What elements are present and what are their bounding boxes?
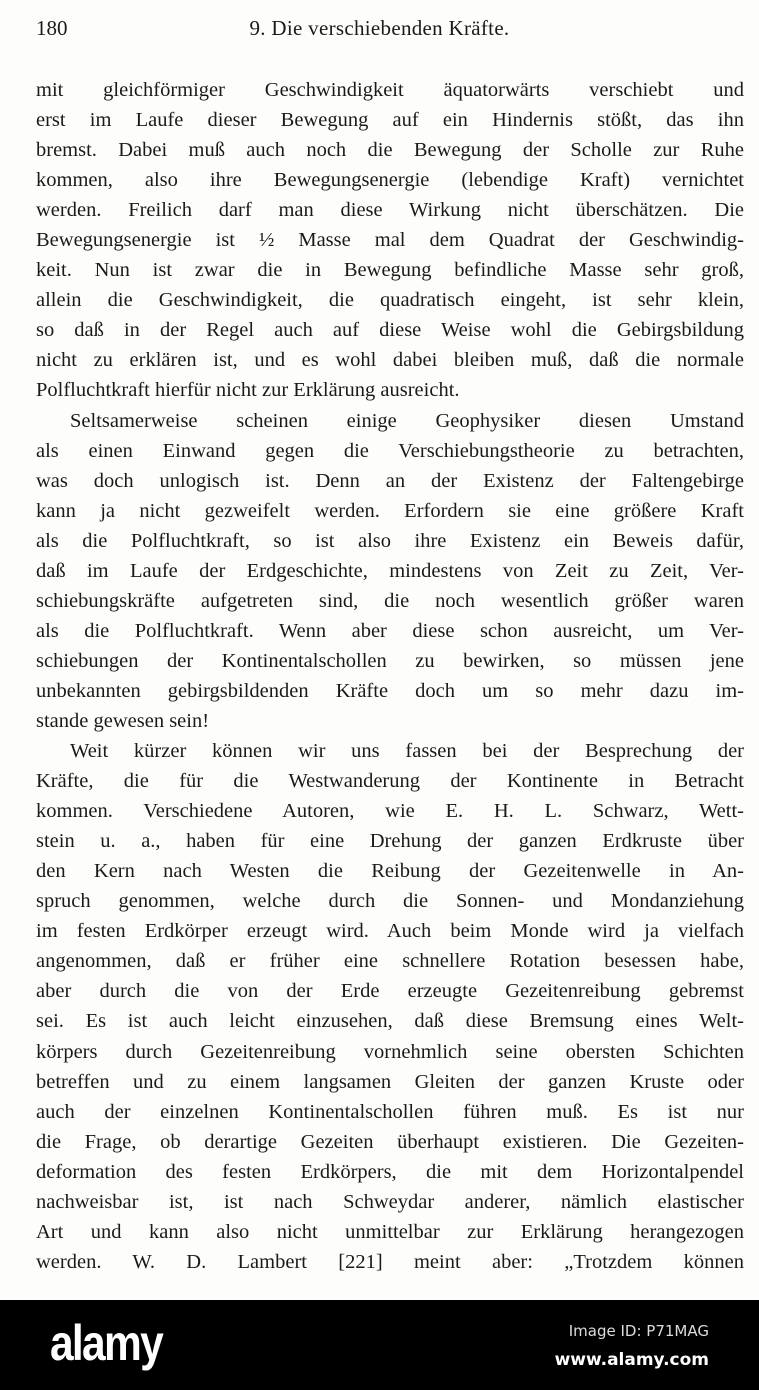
text-line: aber durch die von der Erde erzeugte Gezeitenreibung gebremst [36, 980, 744, 1003]
text-line: kommen, also ihre Bewegungsenergie (lebendige Kraft) vernichtet [36, 169, 744, 192]
text-line: allein die Geschwindigkeit, die quadratisch eingeht, ist sehr klein, [36, 289, 744, 312]
body-text [36, 75, 744, 1277]
text-line: Weit kürzer können wir uns fassen bei der Besprechung der [70, 740, 744, 763]
text-line: als einen Einwand gegen die Verschiebungstheorie zu betrachten, [36, 439, 744, 462]
text-line: was doch unlogisch ist. Denn an der Existenz der Faltengebirge [36, 469, 744, 492]
text-line: angenommen, daß er früher eine schnellere Rotation besessen habe, [36, 950, 744, 973]
text-line: auch der einzelnen Kontinentalschollen führen muß. Es ist nur [36, 1100, 744, 1123]
text-line: Art und kann also nicht unmittelbar zur Erklärung herangezogen [36, 1220, 744, 1243]
image-id-label: Image ID: P71MAG [568, 1322, 709, 1340]
text-line: Bewegungsenergie ist ½ Masse mal dem Quadrat der Geschwindig- [36, 229, 744, 252]
text-line: daß im Laufe der Erdgeschichte, mindestens von Zeit zu Zeit, Ver- [36, 559, 744, 582]
text-line: spruch genommen, welche durch die Sonnen- und Mondanziehung [36, 890, 744, 913]
running-header-title: 9. Die verschiebenden Kräfte. [249, 16, 510, 40]
page-number: 180 [36, 16, 68, 40]
text-line: sei. Es ist auch leicht einzusehen, daß diese Bremsung eines Welt- [36, 1010, 744, 1033]
text-line: die Frage, ob derartige Gezeiten überhaupt existieren. Die Gezeiten- [36, 1130, 744, 1153]
text-line: Seltsamerweise scheinen einige Geophysiker diesen Umstand [70, 409, 744, 432]
text-line: stein u. a., haben für eine Drehung der ganzen Erdkruste über [36, 830, 744, 853]
text-line: stande gewesen sein! [36, 709, 210, 732]
text-line: im festen Erdkörper erzeugt wird. Auch beim Monde wird ja vielfach [36, 920, 744, 943]
text-line: deformation des festen Erdkörpers, die mit dem Horizontalpendel [36, 1160, 744, 1183]
text-line: als die Polfluchtkraft. Wenn aber diese schon ausreicht, um Ver- [36, 619, 744, 642]
text-line: schiebungskräfte aufgetreten sind, die noch wesentlich größer waren [36, 589, 744, 612]
text-line: bremst. Dabei muß auch noch die Bewegung der Scholle zur Ruhe [36, 139, 744, 162]
text-line: als die Polfluchtkraft, so ist also ihre Existenz ein Beweis dafür, [36, 529, 744, 552]
text-line: körpers durch Gezeitenreibung vornehmlich seine obersten Schichten [36, 1040, 744, 1063]
text-line: mit gleichförmiger Geschwindigkeit äquatorwärts verschiebt und [36, 79, 744, 101]
text-line: Kräfte, die für die Westwanderung der Kontinente in Betracht [36, 770, 744, 793]
text-line: erst im Laufe dieser Bewegung auf ein Hindernis stößt, das ihn [36, 109, 744, 132]
watermark-bar [0, 1300, 759, 1390]
text-line: Polfluchtkraft hierfür nicht zur Erklärung ausreicht. [36, 379, 460, 402]
text-line: werden. Freilich darf man diese Wirkung nicht überschätzen. Die [36, 199, 744, 222]
text-line: betreffen und zu einem langsamen Gleiten der ganzen Kruste oder [36, 1070, 744, 1093]
text-line: nicht zu erklären ist, und es wohl dabei bleiben muß, daß die normale [36, 349, 744, 372]
text-line: nachweisbar ist, ist nach Schweydar anderer, nämlich elastischer [36, 1190, 744, 1213]
text-line: unbekannten gebirgsbildenden Kräfte doch um so mehr dazu im- [36, 679, 744, 702]
watermark-url: www.alamy.com [554, 1350, 709, 1370]
alamy-logo: alamy [50, 1315, 163, 1371]
text-line: werden. W. D. Lambert [221] meint aber: „Trotzdem können [36, 1250, 744, 1273]
text-line: schiebungen der Kontinentalschollen zu bewirken, so müssen jene [36, 649, 744, 672]
text-line: kommen. Verschiedene Autoren, wie E. H. L. Schwarz, Wett- [36, 800, 744, 823]
text-line: den Kern nach Westen die Reibung der Gezeitenwelle in An- [36, 860, 744, 883]
text-line: so daß in der Regel auch auf diese Weise wohl die Gebirgsbildung [36, 319, 744, 342]
text-line: keit. Nun ist zwar die in Bewegung befindliche Masse sehr groß, [36, 259, 744, 282]
text-line: kann ja nicht gezweifelt werden. Erfordern sie eine größere Kraft [36, 499, 744, 522]
